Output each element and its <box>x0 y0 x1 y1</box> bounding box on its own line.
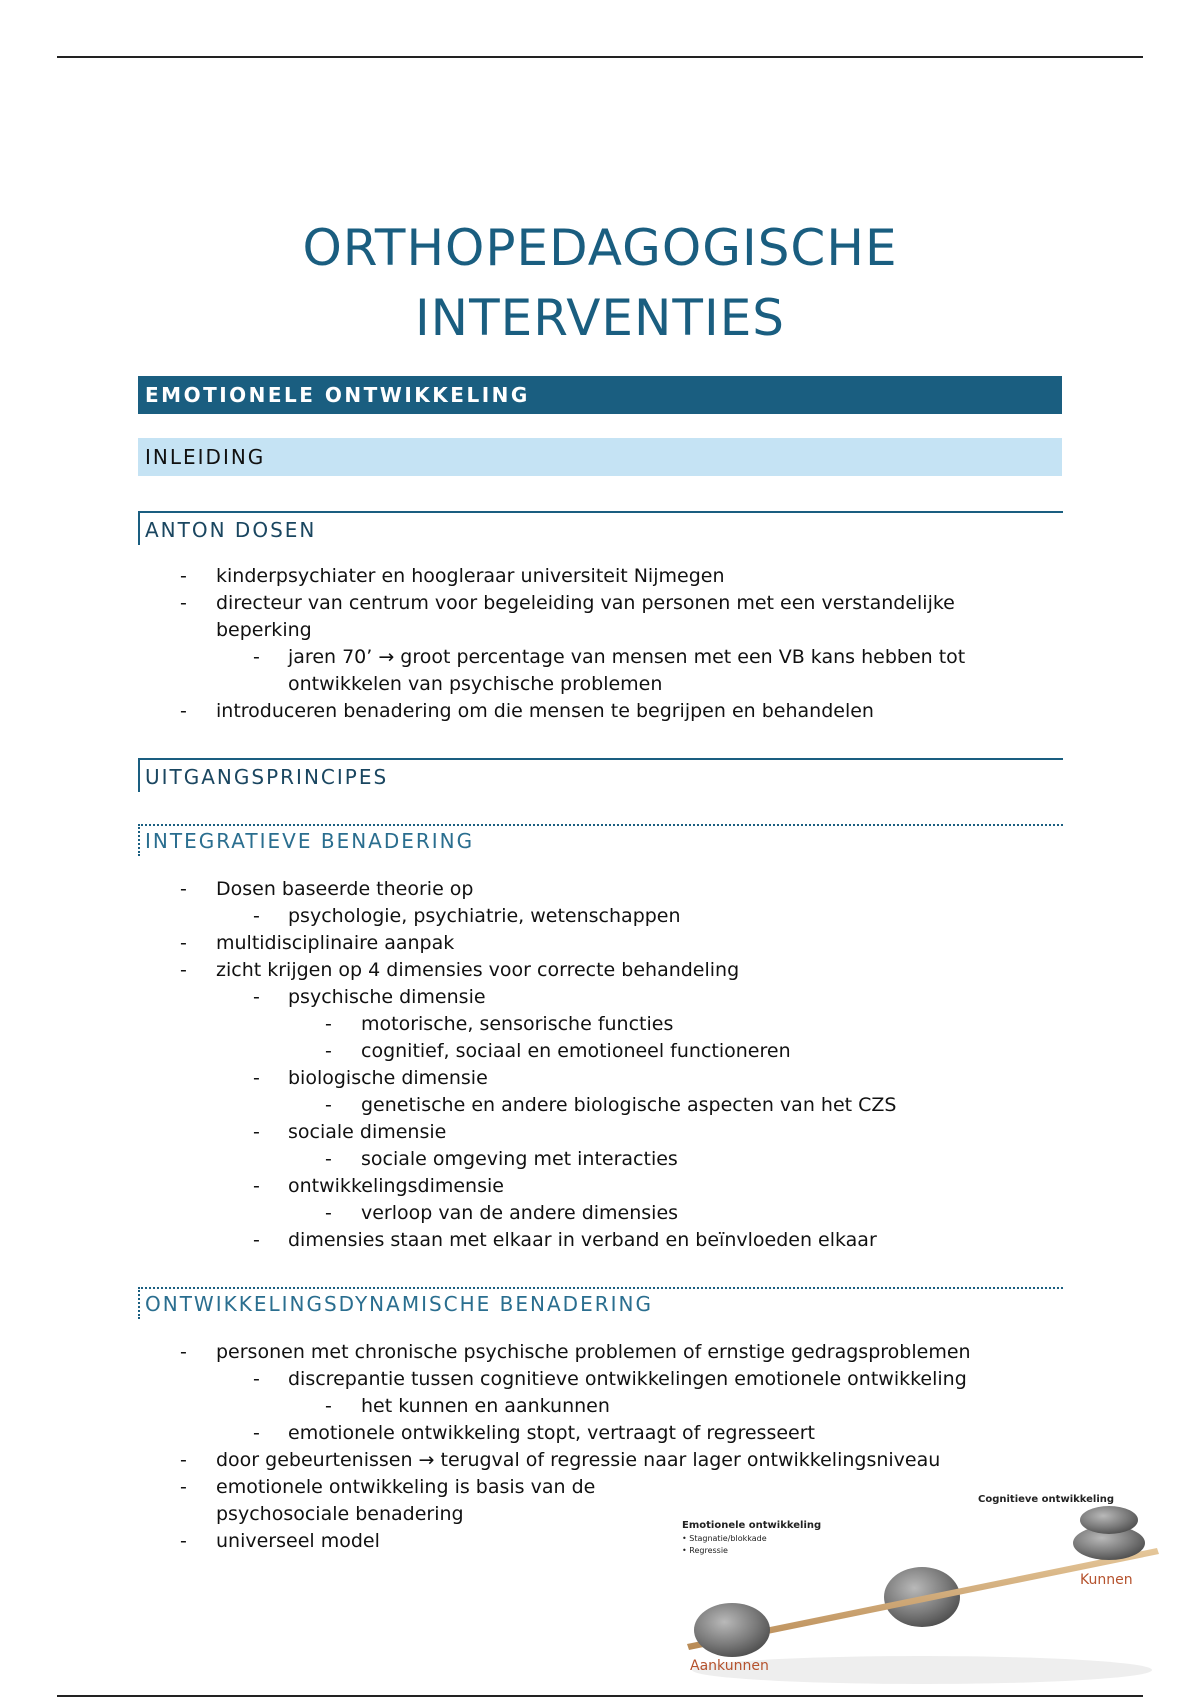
list-item: - psychologie, psychiatrie, wetenschappen <box>253 905 681 927</box>
integratief-list <box>0 876 1200 1254</box>
left-stone <box>694 1603 770 1657</box>
list-item: - dimensies staan met elkaar in verband en beïnvloeden elkaar <box>253 1229 877 1251</box>
list-item: - psychische dimensie <box>253 986 486 1008</box>
list-item: - directeur van centrum voor begeleiding van personen met een verstandelijke <box>180 592 955 614</box>
list-item: - verloop van de andere dimensies <box>325 1202 679 1224</box>
list-item: - sociale omgeving met interacties <box>325 1148 678 1170</box>
heading-uitgangsprincipes: UITGANGSPRINCIPES <box>138 758 1063 792</box>
section-heading: EMOTIONELE ONTWIKKELING <box>138 376 1062 414</box>
top-rule <box>57 56 1143 58</box>
list-item-continuation: ontwikkelen van psychische problemen <box>288 673 663 695</box>
list-item: - het kunnen en aankunnen <box>325 1395 610 1417</box>
right-stone-top <box>1080 1506 1138 1534</box>
list-item: - multidisciplinaire aanpak <box>180 932 455 954</box>
anton-list <box>0 563 1200 725</box>
label-regressie: • Regressie <box>682 1546 728 1555</box>
list-item: - genetische en andere biologische aspecten van het CZS <box>325 1094 897 1116</box>
list-item: - universeel model <box>180 1530 380 1552</box>
heading-anton-dosen: ANTON DOSEN <box>138 511 1063 545</box>
label-kunnen: Kunnen <box>1080 1572 1133 1588</box>
list-item: - kinderpsychiater en hoogleraar universiteit Nijmegen <box>180 565 725 587</box>
title-line-1: ORTHOPEDAGOGISCHE <box>302 219 898 277</box>
list-item: - cognitief, sociaal en emotioneel functioneren <box>325 1040 791 1062</box>
list-item: - motorische, sensorische functies <box>325 1013 674 1035</box>
label-aankunnen: Aankunnen <box>690 1658 769 1674</box>
list-item-continuation: psychosociale benadering <box>216 1503 464 1525</box>
heading-ontwikkelingsdynamische-benadering: ONTWIKKELINGSDYNAMISCHE BENADERING <box>138 1287 1063 1319</box>
label-stagnatie: • Stagnatie/blokkade <box>682 1534 767 1543</box>
list-item: - zicht krijgen op 4 dimensies voor correcte behandeling <box>180 959 740 981</box>
list-item: - door gebeurtenissen → terugval of regressie naar lager ontwikkelingsniveau <box>180 1449 941 1471</box>
list-item: - jaren 70’ → groot percentage van mensen met een VB kans hebben tot <box>253 646 966 668</box>
label-emotionele-ontwikkeling: Emotionele ontwikkeling <box>682 1520 822 1531</box>
list-item: - sociale dimensie <box>253 1121 447 1143</box>
balance-figure <box>672 1490 1172 1690</box>
list-item: - biologische dimensie <box>253 1067 488 1089</box>
list-item: - emotionele ontwikkeling stopt, vertraagt of regresseert <box>253 1422 815 1444</box>
page-title <box>0 213 1200 353</box>
subsection-heading: INLEIDING <box>138 438 1062 476</box>
bottom-rule <box>57 1695 1143 1697</box>
list-item: - personen met chronische psychische problemen of ernstige gedragsproblemen <box>180 1341 971 1363</box>
list-item: - ontwikkelingsdimensie <box>253 1175 504 1197</box>
list-item: - introduceren benadering om die mensen te begrijpen en behandelen <box>180 700 874 722</box>
title-line-2: INTERVENTIES <box>414 289 786 347</box>
label-cognitieve-ontwikkeling: Cognitieve ontwikkeling <box>978 1494 1115 1505</box>
list-item: - emotionele ontwikkeling is basis van de <box>180 1476 596 1498</box>
list-item: - discrepantie tussen cognitieve ontwikkelingen emotionele ontwikkeling <box>253 1368 967 1390</box>
list-item: - Dosen baseerde theorie op <box>180 878 474 900</box>
heading-integratieve-benadering: INTEGRATIEVE BENADERING <box>138 824 1063 856</box>
list-item-continuation: beperking <box>216 619 312 641</box>
